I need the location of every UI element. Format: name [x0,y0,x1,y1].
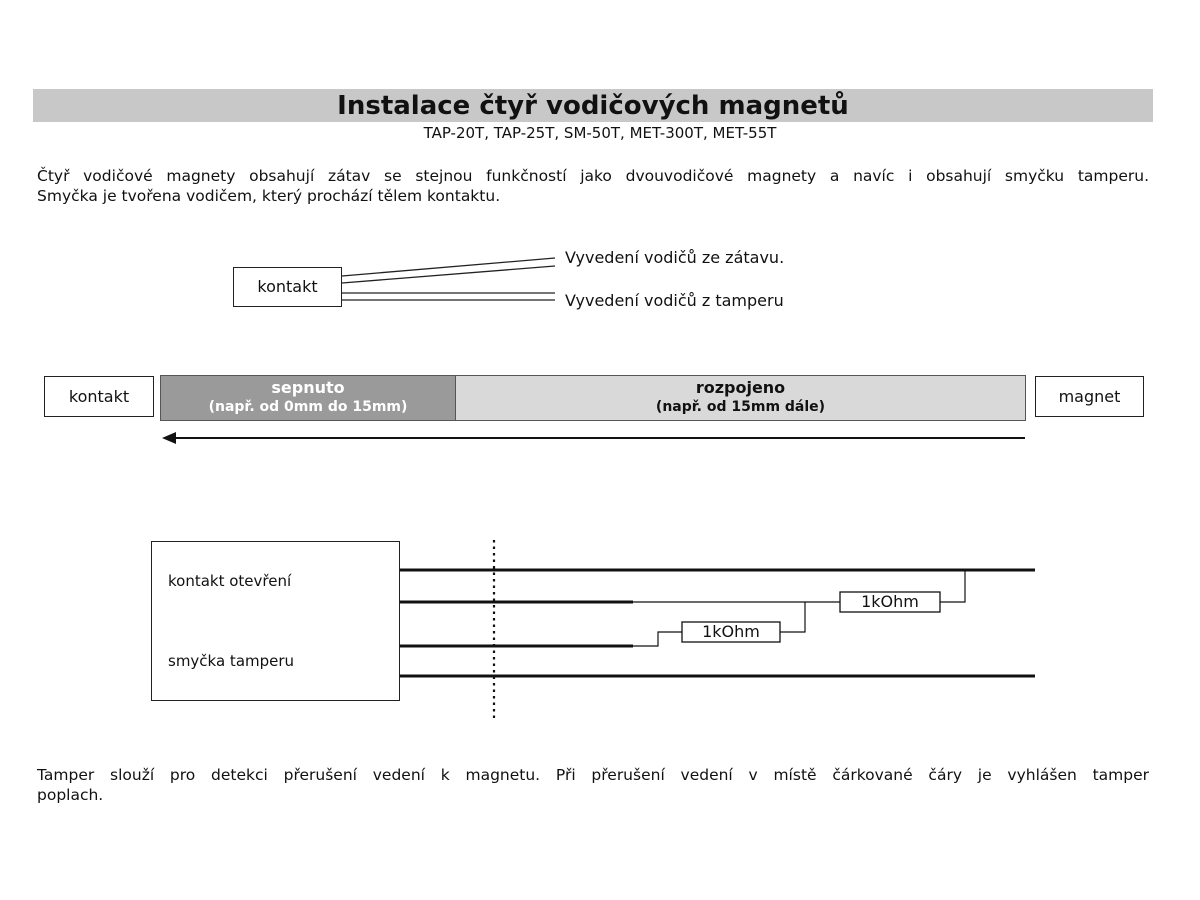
load-lead-1 [342,258,555,276]
resistor-2-label: 1kOhm [702,622,760,641]
contact-box: kontakt [233,267,342,307]
page-title: Instalace čtyř vodičových magnetů [337,91,849,121]
intro-line-2: Smyčka je tvořena vodičem, který prochází tělem kontaktu. [37,187,501,205]
wiring-lines [324,555,1035,676]
resistor-1-label: 1kOhm [861,592,919,611]
contact-body-box [151,541,400,701]
closed-zone-range: (např. od 0mm do 15mm) [208,399,408,415]
model-list-subtitle: TAP-20T, TAP-25T, SM-50T, MET-300T, MET-55T [423,124,777,142]
lead-wires [342,258,555,300]
load-lead-2 [342,266,555,283]
open-contact-label: kontakt otevření [168,572,292,590]
load-leads-label: Vyvedení vodičů ze zátavu. [565,248,785,267]
contact-end-box: kontakt [44,376,154,417]
footer-paragraph [37,765,1149,805]
open-zone-range: (např. od 15mm dále) [655,399,826,415]
open-zone-title: rozpojeno [695,378,786,397]
footer-line-2: poplach. [37,786,104,804]
tamper-loop-label: smyčka tamperu [168,652,295,670]
tamper-leads-label: Vyvedení vodičů z tamperu [565,291,784,310]
intro-line-1: Čtyř vodičové magnety obsahují zátav se stejnou funkčností jako dvouvodičové magnety a navíc i obsahují smyčku tamperu. [37,167,1149,185]
distance-arrow [162,432,1025,444]
closed-zone-title: sepnuto [271,378,345,397]
magnet-end-box: magnet [1035,376,1144,417]
open-zone [455,375,1026,421]
footer-line-1: Tamper slouží pro detekci přerušení vedení k magnetu. Při přerušení vedení v místě čárkované čáry je vyhlášen tamper [37,766,1149,784]
closed-zone [160,375,456,421]
